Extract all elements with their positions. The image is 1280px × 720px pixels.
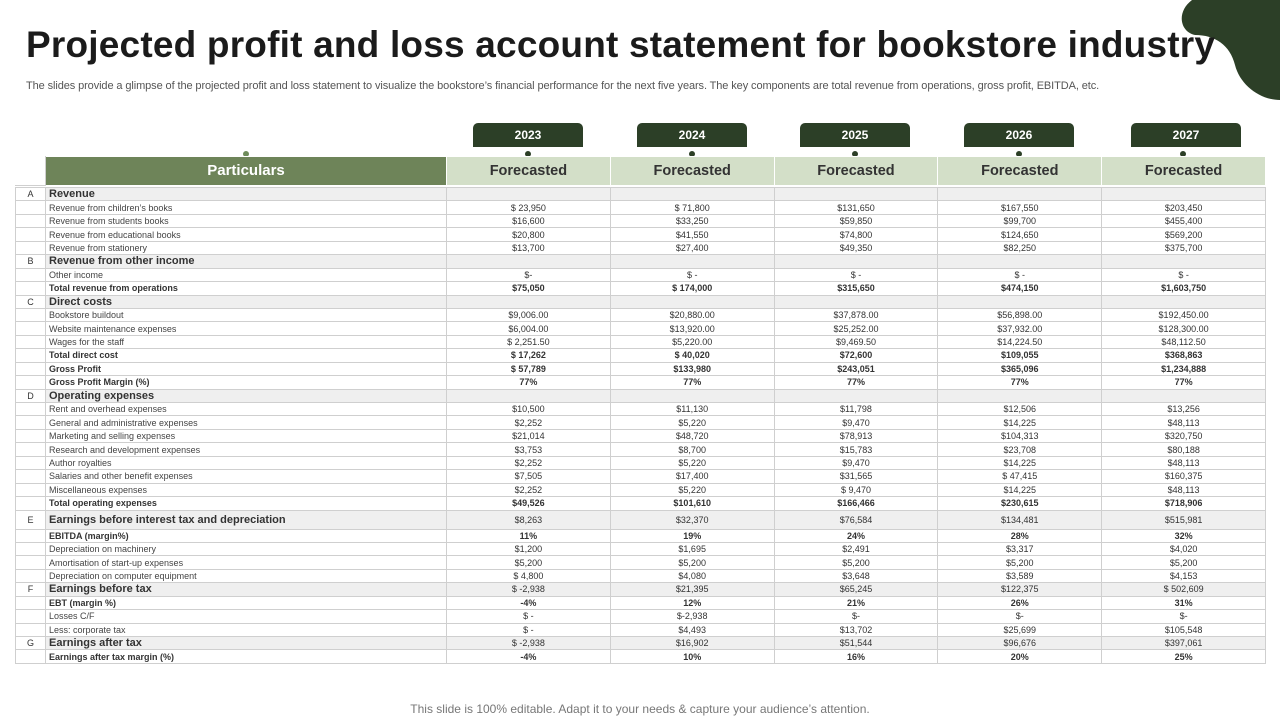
value-cell-2026: $3,317	[938, 542, 1102, 555]
row-label: Revenue from stationery	[46, 241, 447, 254]
row-label: Author royalties	[46, 456, 447, 469]
row-label: Revenue from educational books	[46, 228, 447, 241]
value-cell-2024	[610, 188, 774, 201]
value-cell-2025: $72,600	[774, 349, 938, 362]
value-cell-2026	[938, 188, 1102, 201]
table-row	[16, 623, 1266, 636]
value-cell-2027: 32%	[1102, 529, 1266, 542]
value-cell-2025: $13,702	[774, 623, 938, 636]
value-cell-2025: $9,470	[774, 456, 938, 469]
section-letter	[16, 403, 46, 416]
value-cell-2027	[1102, 389, 1266, 402]
value-cell-2024: $5,220	[610, 416, 774, 429]
value-cell-2024: $ -	[610, 268, 774, 281]
value-cell-2026	[938, 255, 1102, 268]
value-cell-2023: $1,200	[447, 542, 611, 555]
value-cell-2024: $133,980	[610, 362, 774, 375]
value-cell-2024: $1,695	[610, 542, 774, 555]
value-cell-2025: $25,252.00	[774, 322, 938, 335]
section-letter: B	[16, 255, 46, 268]
year-tab-2027: 2027	[1131, 123, 1241, 147]
table-row	[16, 201, 1266, 214]
row-label: Website maintenance expenses	[46, 322, 447, 335]
value-cell-2025: $166,466	[774, 497, 938, 510]
section-row	[16, 583, 1266, 596]
table-row	[16, 376, 1266, 389]
value-cell-2023: -4%	[447, 596, 611, 609]
section-letter	[16, 470, 46, 483]
value-cell-2023: 77%	[447, 376, 611, 389]
value-cell-2024: $27,400	[610, 241, 774, 254]
value-cell-2023: $ 23,950	[447, 201, 611, 214]
value-cell-2027	[1102, 295, 1266, 308]
value-cell-2023: $ -	[447, 623, 611, 636]
value-cell-2026: $14,225	[938, 483, 1102, 496]
value-cell-2027: $105,548	[1102, 623, 1266, 636]
value-cell-2025	[774, 295, 938, 308]
value-cell-2023: $ -2,938	[447, 637, 611, 650]
value-cell-2024: $32,370	[610, 510, 774, 529]
row-label: Revenue	[46, 188, 447, 201]
value-cell-2027: $718,906	[1102, 497, 1266, 510]
value-cell-2026	[938, 295, 1102, 308]
section-letter	[16, 443, 46, 456]
section-letter	[16, 542, 46, 555]
section-letter	[16, 214, 46, 227]
value-cell-2023: $ 17,262	[447, 349, 611, 362]
value-cell-2026: $ 47,415	[938, 470, 1102, 483]
value-cell-2024: $-2,938	[610, 610, 774, 623]
row-label: Gross Profit	[46, 362, 447, 375]
table-row	[16, 282, 1266, 295]
row-label: Salaries and other benefit expenses	[46, 470, 447, 483]
value-cell-2026: $122,375	[938, 583, 1102, 596]
value-cell-2024: $5,200	[610, 556, 774, 569]
table-row	[16, 443, 1266, 456]
section-letter	[16, 268, 46, 281]
value-cell-2027: $203,450	[1102, 201, 1266, 214]
section-letter	[16, 376, 46, 389]
value-cell-2024: $17,400	[610, 470, 774, 483]
table-row	[16, 456, 1266, 469]
value-cell-2027	[1102, 255, 1266, 268]
value-cell-2024: $48,720	[610, 429, 774, 442]
section-letter	[16, 483, 46, 496]
value-cell-2026: $109,055	[938, 349, 1102, 362]
year-tab-2026: 2026	[964, 123, 1074, 147]
section-letter	[16, 201, 46, 214]
value-cell-2027: $4,153	[1102, 569, 1266, 582]
value-cell-2027: $455,400	[1102, 214, 1266, 227]
value-cell-2025: $9,469.50	[774, 335, 938, 348]
row-label: Losses C/F	[46, 610, 447, 623]
value-cell-2024	[610, 389, 774, 402]
value-cell-2026: 20%	[938, 650, 1102, 663]
section-letter	[16, 349, 46, 362]
value-cell-2023: $20,800	[447, 228, 611, 241]
value-cell-2027: $13,256	[1102, 403, 1266, 416]
value-cell-2026: $37,932.00	[938, 322, 1102, 335]
table-row	[16, 349, 1266, 362]
value-cell-2025: $ -	[774, 268, 938, 281]
value-cell-2025: $243,051	[774, 362, 938, 375]
value-cell-2025: 77%	[774, 376, 938, 389]
value-cell-2026: $14,224.50	[938, 335, 1102, 348]
table-row	[16, 429, 1266, 442]
row-label: Total operating expenses	[46, 497, 447, 510]
value-cell-2026: $25,699	[938, 623, 1102, 636]
row-label: General and administrative expenses	[46, 416, 447, 429]
value-cell-2027: $ 502,609	[1102, 583, 1266, 596]
row-label: Operating expenses	[46, 389, 447, 402]
value-cell-2027: $320,750	[1102, 429, 1266, 442]
section-row	[16, 188, 1266, 201]
section-letter	[16, 596, 46, 609]
table-row	[16, 470, 1266, 483]
row-label: Revenue from children’s books	[46, 201, 447, 214]
year-tab-2023: 2023	[473, 123, 583, 147]
value-cell-2026: $3,589	[938, 569, 1102, 582]
value-cell-2025: $65,245	[774, 583, 938, 596]
pl-table-body	[16, 157, 1266, 664]
section-letter	[16, 456, 46, 469]
value-cell-2025: $9,470	[774, 416, 938, 429]
value-cell-2027: $-	[1102, 610, 1266, 623]
row-label: Less: corporate tax	[46, 623, 447, 636]
value-cell-2027: $1,234,888	[1102, 362, 1266, 375]
section-letter: D	[16, 389, 46, 402]
value-cell-2025: $11,798	[774, 403, 938, 416]
section-letter	[16, 610, 46, 623]
value-cell-2023: $2,252	[447, 456, 611, 469]
value-cell-2024: $ 71,800	[610, 201, 774, 214]
value-cell-2025	[774, 389, 938, 402]
value-cell-2023: $ 57,789	[447, 362, 611, 375]
value-cell-2025: $37,878.00	[774, 308, 938, 321]
value-cell-2023: -4%	[447, 650, 611, 663]
section-letter: F	[16, 583, 46, 596]
value-cell-2024: $101,610	[610, 497, 774, 510]
page-title: Projected profit and loss account statement for bookstore industry	[26, 24, 1216, 65]
value-cell-2026: $167,550	[938, 201, 1102, 214]
value-cell-2025	[774, 188, 938, 201]
value-cell-2025: $3,648	[774, 569, 938, 582]
section-row	[16, 637, 1266, 650]
forecasted-header-2027: Forecasted	[1102, 157, 1266, 186]
value-cell-2025: $51,544	[774, 637, 938, 650]
value-cell-2023: $ -2,938	[447, 583, 611, 596]
section-letter	[16, 241, 46, 254]
value-cell-2025: $74,800	[774, 228, 938, 241]
value-cell-2026: $134,481	[938, 510, 1102, 529]
value-cell-2024: $5,220	[610, 456, 774, 469]
value-cell-2023	[447, 295, 611, 308]
value-cell-2026: $124,650	[938, 228, 1102, 241]
value-cell-2024: $8,700	[610, 443, 774, 456]
value-cell-2023: $13,700	[447, 241, 611, 254]
section-letter: A	[16, 188, 46, 201]
row-label: Amortisation of start-up expenses	[46, 556, 447, 569]
value-cell-2025: $ 9,470	[774, 483, 938, 496]
value-cell-2024: 10%	[610, 650, 774, 663]
value-cell-2026: $365,096	[938, 362, 1102, 375]
value-cell-2023	[447, 188, 611, 201]
header-blank-cell	[16, 157, 46, 186]
value-cell-2027: $ -	[1102, 268, 1266, 281]
forecasted-header-2025: Forecasted	[774, 157, 938, 186]
table-row	[16, 416, 1266, 429]
row-label: EBITDA (margin%)	[46, 529, 447, 542]
section-row	[16, 510, 1266, 529]
value-cell-2024: 77%	[610, 376, 774, 389]
row-label: Depreciation on computer equipment	[46, 569, 447, 582]
table-row	[16, 650, 1266, 663]
section-letter	[16, 497, 46, 510]
row-label: Wages for the staff	[46, 335, 447, 348]
section-letter	[16, 569, 46, 582]
value-cell-2027: $1,603,750	[1102, 282, 1266, 295]
row-label: Research and development expenses	[46, 443, 447, 456]
section-letter: E	[16, 510, 46, 529]
value-cell-2024: $13,920.00	[610, 322, 774, 335]
section-row	[16, 389, 1266, 402]
value-cell-2024: $5,220.00	[610, 335, 774, 348]
value-cell-2025	[774, 255, 938, 268]
table-row	[16, 542, 1266, 555]
value-cell-2024: 19%	[610, 529, 774, 542]
value-cell-2023: $16,600	[447, 214, 611, 227]
value-cell-2023: $7,505	[447, 470, 611, 483]
value-cell-2025: $78,913	[774, 429, 938, 442]
value-cell-2024: $5,220	[610, 483, 774, 496]
section-letter	[16, 308, 46, 321]
value-cell-2025: $15,783	[774, 443, 938, 456]
table-row	[16, 241, 1266, 254]
forecasted-header-2024: Forecasted	[610, 157, 774, 186]
value-cell-2023	[447, 389, 611, 402]
value-cell-2027: $192,450.00	[1102, 308, 1266, 321]
value-cell-2025: $49,350	[774, 241, 938, 254]
value-cell-2023	[447, 255, 611, 268]
row-label: Rent and overhead expenses	[46, 403, 447, 416]
value-cell-2023: $6,004.00	[447, 322, 611, 335]
row-label: Total revenue from operations	[46, 282, 447, 295]
table-row	[16, 610, 1266, 623]
value-cell-2026: $-	[938, 610, 1102, 623]
value-cell-2024: 12%	[610, 596, 774, 609]
value-cell-2027: $80,188	[1102, 443, 1266, 456]
row-label: Gross Profit Margin (%)	[46, 376, 447, 389]
value-cell-2024: $ 40,020	[610, 349, 774, 362]
table-row	[16, 214, 1266, 227]
value-cell-2023: $75,050	[447, 282, 611, 295]
value-cell-2027: $48,113	[1102, 456, 1266, 469]
section-letter	[16, 556, 46, 569]
value-cell-2026: $5,200	[938, 556, 1102, 569]
particulars-header: Particulars	[46, 157, 447, 186]
value-cell-2023: $5,200	[447, 556, 611, 569]
value-cell-2023: $9,006.00	[447, 308, 611, 321]
value-cell-2025: $59,850	[774, 214, 938, 227]
row-label: Direct costs	[46, 295, 447, 308]
forecasted-header-2026: Forecasted	[938, 157, 1102, 186]
value-cell-2027: $375,700	[1102, 241, 1266, 254]
value-cell-2024	[610, 255, 774, 268]
table-row	[16, 362, 1266, 375]
value-cell-2026	[938, 389, 1102, 402]
value-cell-2026: $56,898.00	[938, 308, 1102, 321]
value-cell-2026: 26%	[938, 596, 1102, 609]
section-letter	[16, 650, 46, 663]
value-cell-2024: $41,550	[610, 228, 774, 241]
value-cell-2025: $-	[774, 610, 938, 623]
section-letter	[16, 529, 46, 542]
section-letter	[16, 335, 46, 348]
value-cell-2025: 24%	[774, 529, 938, 542]
value-cell-2026: 77%	[938, 376, 1102, 389]
page-subtitle: The slides provide a glimpse of the projected profit and loss statement to visualize the bookstore’s financial performance for the next five years. The key components are total revenue from operations, gross profit, EBITDA, etc.	[26, 80, 1100, 92]
value-cell-2026: $96,676	[938, 637, 1102, 650]
year-tab-2024: 2024	[637, 123, 747, 147]
value-cell-2027: $397,061	[1102, 637, 1266, 650]
table-row	[16, 497, 1266, 510]
section-row	[16, 295, 1266, 308]
pl-table-container	[15, 156, 1265, 664]
section-letter	[16, 623, 46, 636]
value-cell-2024	[610, 295, 774, 308]
row-label: Earnings before tax	[46, 583, 447, 596]
value-cell-2026: $14,225	[938, 416, 1102, 429]
row-label: Bookstore buildout	[46, 308, 447, 321]
value-cell-2024: $4,080	[610, 569, 774, 582]
value-cell-2023: 11%	[447, 529, 611, 542]
table-row	[16, 322, 1266, 335]
value-cell-2023: $21,014	[447, 429, 611, 442]
value-cell-2023: $10,500	[447, 403, 611, 416]
table-row	[16, 569, 1266, 582]
row-label: Earnings after tax margin (%)	[46, 650, 447, 663]
value-cell-2027: $48,113	[1102, 416, 1266, 429]
value-cell-2027: 25%	[1102, 650, 1266, 663]
table-row	[16, 529, 1266, 542]
row-label: Depreciation on machinery	[46, 542, 447, 555]
row-label: Other income	[46, 268, 447, 281]
row-label: Marketing and selling expenses	[46, 429, 447, 442]
section-letter	[16, 362, 46, 375]
value-cell-2025: 16%	[774, 650, 938, 663]
value-cell-2027: $4,020	[1102, 542, 1266, 555]
section-letter	[16, 282, 46, 295]
value-cell-2026: $ -	[938, 268, 1102, 281]
row-label: Miscellaneous expenses	[46, 483, 447, 496]
value-cell-2027: $368,863	[1102, 349, 1266, 362]
value-cell-2025: $2,491	[774, 542, 938, 555]
table-row	[16, 335, 1266, 348]
value-cell-2026: $104,313	[938, 429, 1102, 442]
value-cell-2026: $99,700	[938, 214, 1102, 227]
value-cell-2024: $20,880.00	[610, 308, 774, 321]
value-cell-2026: $23,708	[938, 443, 1102, 456]
value-cell-2026: $12,506	[938, 403, 1102, 416]
value-cell-2023: $8,263	[447, 510, 611, 529]
value-cell-2024: $4,493	[610, 623, 774, 636]
table-header-row	[16, 157, 1266, 186]
table-row	[16, 596, 1266, 609]
value-cell-2026: $14,225	[938, 456, 1102, 469]
value-cell-2027: $569,200	[1102, 228, 1266, 241]
row-label: EBT (margin %)	[46, 596, 447, 609]
value-cell-2026: $230,615	[938, 497, 1102, 510]
footer-note: This slide is 100% editable. Adapt it to your needs & capture your audience’s attention.	[410, 702, 870, 716]
value-cell-2027: 77%	[1102, 376, 1266, 389]
row-label: Revenue from students books	[46, 214, 447, 227]
value-cell-2026: $82,250	[938, 241, 1102, 254]
value-cell-2027	[1102, 188, 1266, 201]
section-row	[16, 255, 1266, 268]
value-cell-2023: $3,753	[447, 443, 611, 456]
section-letter	[16, 322, 46, 335]
value-cell-2023: $-	[447, 268, 611, 281]
value-cell-2024: $ 174,000	[610, 282, 774, 295]
forecasted-header-2023: Forecasted	[447, 157, 611, 186]
section-letter	[16, 416, 46, 429]
value-cell-2024: $16,902	[610, 637, 774, 650]
value-cell-2023: $ 2,251.50	[447, 335, 611, 348]
table-row	[16, 228, 1266, 241]
table-row	[16, 483, 1266, 496]
table-row	[16, 268, 1266, 281]
pl-table	[15, 156, 1266, 664]
year-tab-2025: 2025	[800, 123, 910, 147]
table-row	[16, 403, 1266, 416]
value-cell-2024: $33,250	[610, 214, 774, 227]
value-cell-2024: $21,395	[610, 583, 774, 596]
value-cell-2023: $2,252	[447, 416, 611, 429]
value-cell-2027: 31%	[1102, 596, 1266, 609]
section-letter	[16, 429, 46, 442]
value-cell-2027: $128,300.00	[1102, 322, 1266, 335]
value-cell-2026: 28%	[938, 529, 1102, 542]
value-cell-2023: $ -	[447, 610, 611, 623]
value-cell-2025: $76,584	[774, 510, 938, 529]
value-cell-2027: $515,981	[1102, 510, 1266, 529]
value-cell-2025: $315,650	[774, 282, 938, 295]
value-cell-2025: $131,650	[774, 201, 938, 214]
value-cell-2024: $11,130	[610, 403, 774, 416]
row-label: Total direct cost	[46, 349, 447, 362]
value-cell-2027: $48,112.50	[1102, 335, 1266, 348]
value-cell-2027: $160,375	[1102, 470, 1266, 483]
value-cell-2025: 21%	[774, 596, 938, 609]
table-row	[16, 556, 1266, 569]
row-label: Earnings after tax	[46, 637, 447, 650]
value-cell-2023: $2,252	[447, 483, 611, 496]
value-cell-2023: $49,526	[447, 497, 611, 510]
value-cell-2027: $5,200	[1102, 556, 1266, 569]
value-cell-2027: $48,113	[1102, 483, 1266, 496]
value-cell-2026: $474,150	[938, 282, 1102, 295]
section-letter: C	[16, 295, 46, 308]
value-cell-2025: $5,200	[774, 556, 938, 569]
row-label: Earnings before interest tax and depreciation	[46, 510, 447, 529]
section-letter	[16, 228, 46, 241]
table-row	[16, 308, 1266, 321]
row-label: Revenue from other income	[46, 255, 447, 268]
value-cell-2025: $31,565	[774, 470, 938, 483]
section-letter: G	[16, 637, 46, 650]
value-cell-2023: $ 4,800	[447, 569, 611, 582]
